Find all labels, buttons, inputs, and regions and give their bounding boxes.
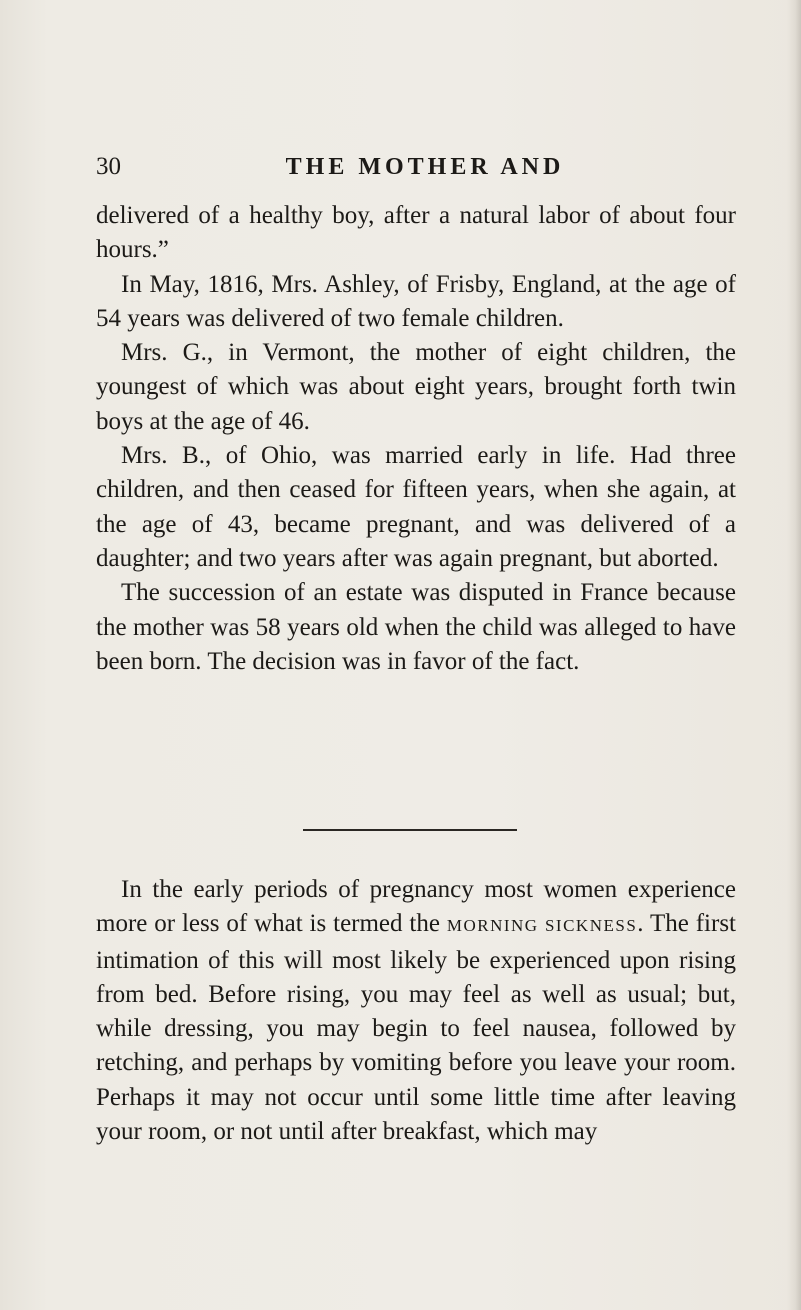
paragraph-1: delivered of a healthy boy, after a natural labor of about four hours.” [96, 202, 736, 264]
paragraph-6-rest: . The first intimation of this will most likely be experienced upon rising from bed. Before rising, you may feel as well as usual; but, while dressing, you may begin to feel nausea, followed by retching, and perhaps by vomiting before you leave your room. Perhaps it may not occur until some little time after leaving your room, or not until after breakfast, which may [96, 910, 736, 1146]
paragraph-2: In May, 1816, Mrs. Ashley, of Frisby, England, at the age of 54 years was delivered of two female children. [96, 270, 736, 332]
paragraph-5: The succession of an estate was disputed in France because the mother was 58 years old when the child was alleged to have been born. The decision was in favor of the fact. [96, 579, 736, 675]
paragraph-6 [96, 873, 736, 1149]
running-head [96, 150, 736, 184]
page-number: 30 [96, 153, 121, 180]
morning-sickness-term: MORNING SICKNESS [446, 916, 638, 936]
section-two [96, 873, 736, 1149]
page-edge-shadow [787, 0, 801, 1310]
paragraph-6-lead: In the early periods of pregnancy most women experience more or less of what is termed the [96, 876, 736, 938]
paragraph-4: Mrs. B., of Ohio, was married early in life. Had three children, and then ceased for fifteen years, when she again, at the age of 43, became pregnant, and was delivered of a daughter; and two years after was again pregnant, but aborted. [96, 442, 736, 572]
section-one [96, 199, 736, 679]
section-divider [303, 829, 517, 831]
running-title: THE MOTHER AND [285, 154, 565, 180]
paragraph-3: Mrs. G., in Vermont, the mother of eight children, the youngest of which was about eight years, brought forth twin boys at the age of 46. [96, 339, 736, 435]
